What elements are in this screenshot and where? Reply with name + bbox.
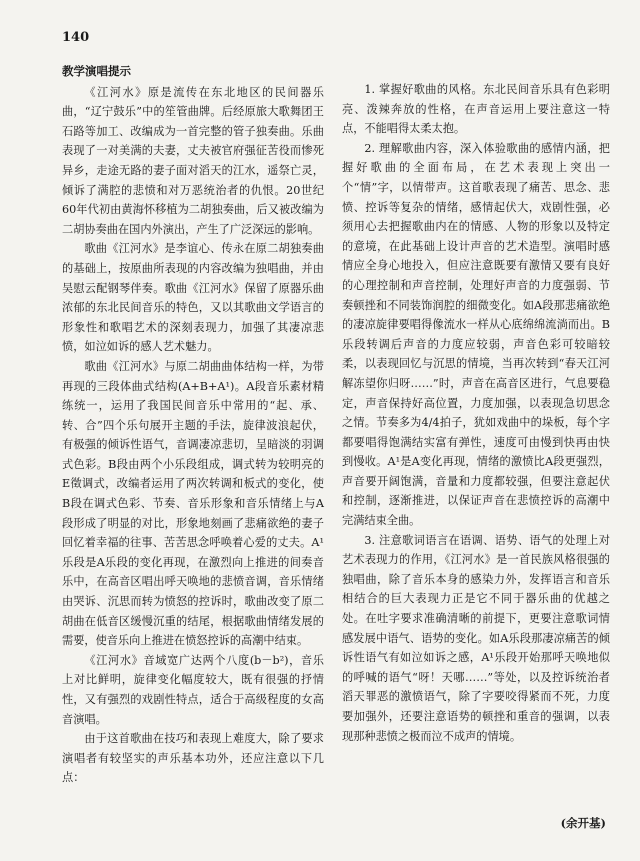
paragraph: 由于这首歌曲在技巧和表现上难度大，除了要求演唱者有较坚实的声乐基本功外，还应注意以下几点： xyxy=(62,732,324,785)
left-column xyxy=(62,62,324,788)
right-column xyxy=(342,80,610,746)
paragraph: 1. 掌握好歌曲的风格。东北民间音乐具有色彩明亮、泼辣奔放的性格，在声音运用上要注意这一特点，不能唱得太柔太抱。 xyxy=(342,83,610,136)
paragraph: 《江河水》音域宽广达两个八度(b－b²)，音乐上对比鲜明，旋律变化幅度较大，既有很强的抒情性，又有强烈的戏剧性特点，适合于高级程度的女高音演唱。 xyxy=(62,653,324,726)
paragraph: 歌曲《江河水》与原二胡曲曲体结构一样，为带再现的三段体曲式结构(A+B+A¹)。A段音乐素材精练统一，运用了我国民间音乐中常用的“起、承、转、合”四个乐句展开主题的手法，旋律波浪起伏，有极强的倾诉性语气，音调凄凉悲切，呈暗淡的羽调式色彩。B段由两个小乐段组成，调式转为较明亮的E徵调式，改编者运用了两次转调和板式的变化，使B段在调式色彩、节奏、音乐形象和音乐情绪上与A段形成了明显的对比，形象地刻画了悲痛欲绝的妻子回忆着幸福的往事、苦苦思念呼唤着心爱的丈夫。A¹乐段是A乐段的变化再现，在激烈向上推进的间奏音乐中，在高音区唱出呼天唤地的悲愤音调，音乐情绪由哭诉、沉思而转为愤怒的控诉时，歌曲改变了原二胡曲在低音区缓慢沉重的结尾，根据歌曲情绪发展的需要，使音乐向上推进在愤怒控诉的高潮中结束。 xyxy=(62,359,324,648)
paragraph: 3. 注意歌词语言在语调、语势、语气的处理上对艺术表现力的作用，《江河水》是一首民族风格很强的独唱曲，除了音乐本身的感染力外，发挥语言和音乐相结合的巨大表现力正是它不同于器乐曲的优越之处。在吐字要求准确清晰的前提下，更要注意歌词情感发展中语气、语势的变化。如A乐段那凄凉痛苦的倾诉性语气有如泣如诉之感，A¹乐段开始那呼天唤地似的呼喊的语气“呀！天哪……”等处，以及控诉统治者滔天罪恶的激愤语气，除了字要咬得紧而不死，力度要加强外，还要注意语势的顿挫和重音的强调，以表现那种悲愤之极而泣不成声的情境。 xyxy=(342,533,610,743)
page-number: 140 xyxy=(62,30,90,45)
paragraph: 《江河水》原是流传在东北地区的民间器乐曲，“辽宁鼓乐”中的笙管曲牌。后经原旅大歌舞团王石路等加工、改编成为一首完整的管子独奏曲。乐曲表现了一对美满的夫妻，丈夫被官府强征苦役而惨死异乡，走途无路的妻子面对滔天的江水，遥祭亡灵，倾诉了满腔的悲愤和对万恶统治者的仇恨。20世纪60年代初由黄海怀移植为二胡独奏曲，后又被改编为二胡协奏曲在国内外演出，产生了广泛深远的影响。 xyxy=(62,85,324,236)
section-heading: 教学演唱提示 xyxy=(62,64,131,78)
paragraph: 2. 理解歌曲内容，深入体验歌曲的感情内涵，把握好歌曲的全面布局，在艺术表现上突出一个“情”字，以情带声。这首歌表现了痛苦、思念、悲愤、控诉等复杂的情绪，感情起伏大，戏剧性强，必须用心去把握歌曲内在的情感、人物的形象以及特定的意境，在此基础上设计声音的艺术造型。演唱时感情应全身心地投入，但应注意既要有激情又要有良好的心理控制和声音控制，处理好声音的力度强弱、节奏顿挫和不同装饰润腔的细微变化。如A段那悲痛欲绝的凄凉旋律要唱得像流水一样从心底绵绵流淌而出。B乐段转调后声音的力度应较弱，声音色彩可较暗较柔，以表现回忆与沉思的情境，当再次转到“春天江河解冻望你归呀……”时，声音在高音区进行，气息要稳定，声音保持好高位置，力度加强，以表现急切思念之情。节奏多为4/4拍子，犹如戏曲中的垛板，每个字都要唱得饱满结实富有弹性，速度可由慢到快再由快到慢收。A¹是A变化再现，情绪的激愤比A段更强烈，声音要开阔饱满，音量和力度都较强，但要注意起伏和控制，逐渐推进，以保证声音在悲愤控诉的高潮中完满结束全曲。 xyxy=(342,141,610,528)
paragraph: 歌曲《江河水》是李谊心、传永在原二胡独奏曲的基础上，按原曲所表现的内容改编为独唱曲，并由吴慰云配钢琴伴奏。歌曲《江河水》保留了原器乐曲浓郁的东北民间音乐的特色，又以其歌曲文学语言的形象性和歌唱艺术的深刻表现力，加强了其凄凉悲愤，如泣如诉的感人艺术魅力。 xyxy=(62,242,324,354)
author-signature: (余开基) xyxy=(560,816,606,830)
